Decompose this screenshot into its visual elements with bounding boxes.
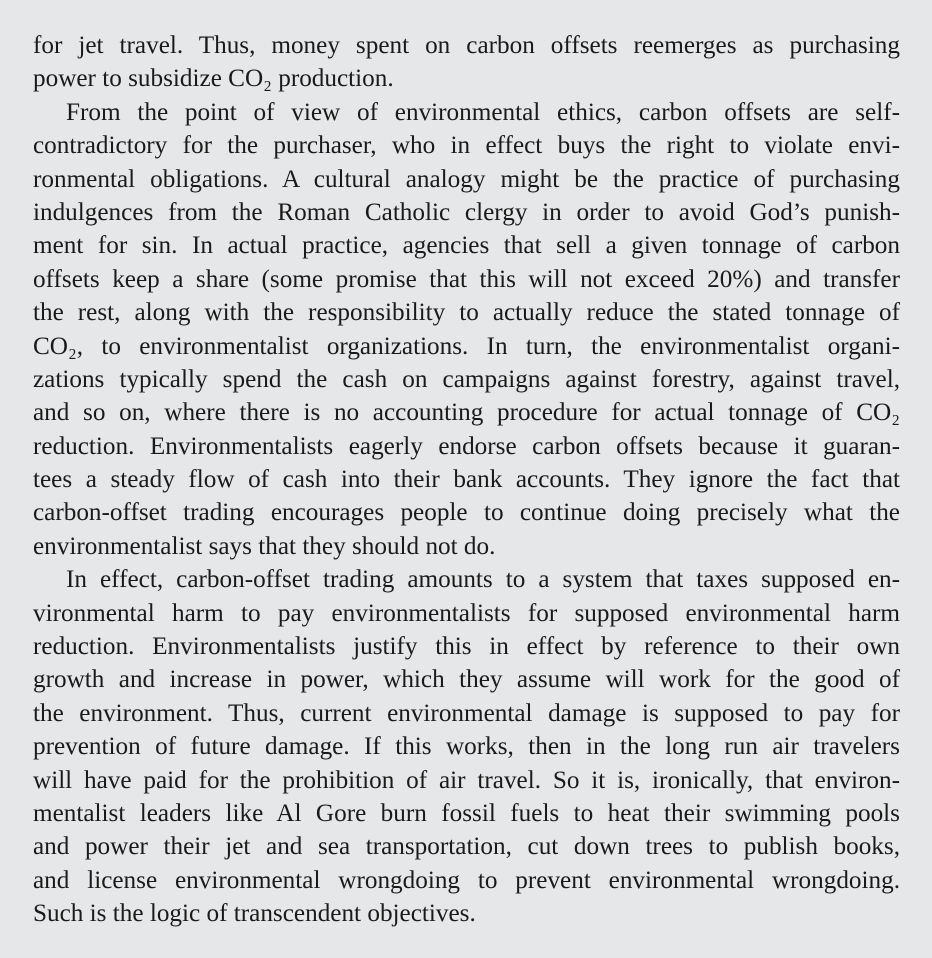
text-line: carbon-offset trading encourages people to continue doing precisely what the (33, 499, 900, 527)
text-line: vironmental harm to pay environmentalists for supposed environmental harm (33, 599, 900, 627)
text-line: reduction. Environmentalists justify this in effect by reference to their own (33, 633, 900, 661)
text-line: contradictory for the purchaser, who in effect buys the right to violate envi- (33, 132, 900, 160)
text-line: reduction. Environmentalists eagerly endorse carbon offsets because it guaran- (33, 432, 900, 460)
document-page (33, 29, 900, 931)
text-line: CO₂, to environmentalist organizations. In turn, the environmentalist organi- (33, 332, 900, 360)
text-line: ronmental obligations. A cultural analogy might be the practice of purchasing (33, 165, 900, 193)
paragraph-3 (33, 563, 900, 930)
text-line: offsets keep a share (some promise that this will not exceed 20%) and transfer (33, 265, 900, 293)
text-line: the rest, along with the responsibility to actually reduce the stated tonnage of (33, 299, 900, 327)
text-line: will have paid for the prohibition of air travel. So it is, ironically, that environ- (33, 766, 900, 794)
text-line: indulgences from the Roman Catholic clergy in order to avoid God’s punish- (33, 198, 900, 226)
text-line: prevention of future damage. If this works, then in the long run air travelers (33, 733, 900, 761)
paragraph-1 (33, 29, 900, 96)
text-line: zations typically spend the cash on campaigns against forestry, against travel, (33, 365, 900, 393)
paragraph-2 (33, 96, 900, 563)
text-line: ment for sin. In actual practice, agencies that sell a given tonnage of carbon (33, 232, 900, 260)
text-line: tees a steady flow of cash into their bank accounts. They ignore the fact that (33, 466, 900, 494)
text-line: for jet travel. Thus, money spent on carbon offsets reemerges as purchasing (33, 32, 900, 59)
text-line: environmentalist says that they should not do. (33, 532, 496, 560)
text-line: From the point of view of environmental ethics, carbon offsets are self- (66, 98, 900, 126)
text-line: In effect, carbon-offset trading amounts to a system that taxes supposed en- (66, 566, 900, 594)
text-line: the environment. Thus, current environmental damage is supposed to pay for (33, 699, 900, 727)
text-line: mentalist leaders like Al Gore burn fossil fuels to heat their swimming pools (33, 799, 900, 827)
text-line: and so on, where there is no accounting procedure for actual tonnage of CO₂ (33, 399, 900, 427)
text-line: and license environmental wrongdoing to prevent environmental wrongdoing. (33, 866, 900, 894)
text-line: power to subsidize CO₂ production. (33, 65, 394, 93)
text-line: and power their jet and sea transportation, cut down trees to publish books, (33, 833, 900, 861)
text-line: growth and increase in power, which they assume will work for the good of (33, 666, 900, 694)
text-line: Such is the logic of transcendent objectives. (33, 900, 476, 928)
